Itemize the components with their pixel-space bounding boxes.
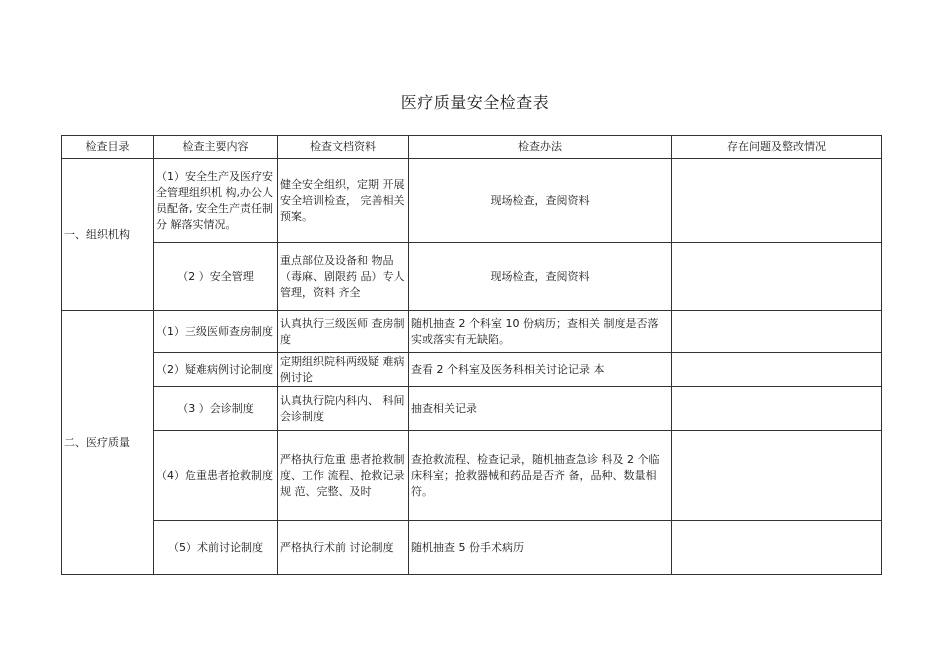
documents-cell: 认真执行院内科内、 科间会诊制度 [278, 387, 409, 431]
issues-cell[interactable] [672, 159, 882, 243]
method-cell: 现场检查，查阅资料 [409, 243, 672, 311]
content-cell: （4）危重患者抢救制度 [154, 431, 278, 521]
issues-cell[interactable] [672, 431, 882, 521]
table-header-row [62, 136, 882, 159]
content-cell: （2 ）安全管理 [154, 243, 278, 311]
documents-cell: 重点部位及设备和 物品（毒麻、剧限药 品）专人管理，资料 齐全 [278, 243, 409, 311]
table-row [62, 521, 882, 575]
documents-cell: 健全安全组织，定期 开展安全培训检查， 完善相关预案。 [278, 159, 409, 243]
header-directory: 检查目录 [62, 136, 154, 159]
page-title: 医疗质量安全检查表 [400, 93, 550, 112]
table-row [62, 387, 882, 431]
issues-cell[interactable] [672, 243, 882, 311]
table-row [62, 159, 882, 243]
table-row [62, 243, 882, 311]
header-documents: 检查文档资料 [278, 136, 409, 159]
method-cell: 查看 2 个科室及医务科相关讨论记录 本 [409, 353, 672, 387]
content-cell: （1）安全生产及医疗安全管理组织机 构,办公人员配备, 安全生产责任制分 解落实情况。 [154, 159, 278, 243]
method-cell: 查抢救流程、检查记录，随机抽查急诊 科及 2 个临床科室；抢救器械和药品是否齐 备，品种、数量相符。 [409, 431, 672, 521]
issues-cell[interactable] [672, 353, 882, 387]
method-cell: 随机抽查 5 份手术病历 [409, 521, 672, 575]
issues-cell[interactable] [672, 521, 882, 575]
documents-cell: 认真执行三级医师 查房制度 [278, 311, 409, 353]
content-cell: （2）疑难病例讨论制度 [154, 353, 278, 387]
content-cell: （3 ）会诊制度 [154, 387, 278, 431]
table-row [62, 311, 882, 353]
issues-cell[interactable] [672, 311, 882, 353]
method-cell: 现场检查，查阅资料 [409, 159, 672, 243]
documents-cell: 定期组织院科两级疑 难病例讨论 [278, 353, 409, 387]
header-content: 检查主要内容 [154, 136, 278, 159]
issues-cell[interactable] [672, 387, 882, 431]
category-cell: 一、组织机构 [62, 159, 154, 311]
table-row [62, 353, 882, 387]
category-cell: 二、医疗质量 [62, 311, 154, 575]
method-cell: 抽查相关记录 [409, 387, 672, 431]
header-issues: 存在问题及整改情况 [672, 136, 882, 159]
header-method: 检查办法 [409, 136, 672, 159]
content-cell: （5）术前讨论制度 [154, 521, 278, 575]
content-cell: （1）三级医师查房制度 [154, 311, 278, 353]
documents-cell: 严格执行危重 患者抢救制度、工作 流程、抢救记录规 范、完整、及时 [278, 431, 409, 521]
inspection-table [61, 135, 882, 575]
documents-cell: 严格执行术前 讨论制度 [278, 521, 409, 575]
table-row [62, 431, 882, 521]
method-cell: 随机抽查 2 个科室 10 份病历；查相关 制度是否落实或落实有无缺陷。 [409, 311, 672, 353]
